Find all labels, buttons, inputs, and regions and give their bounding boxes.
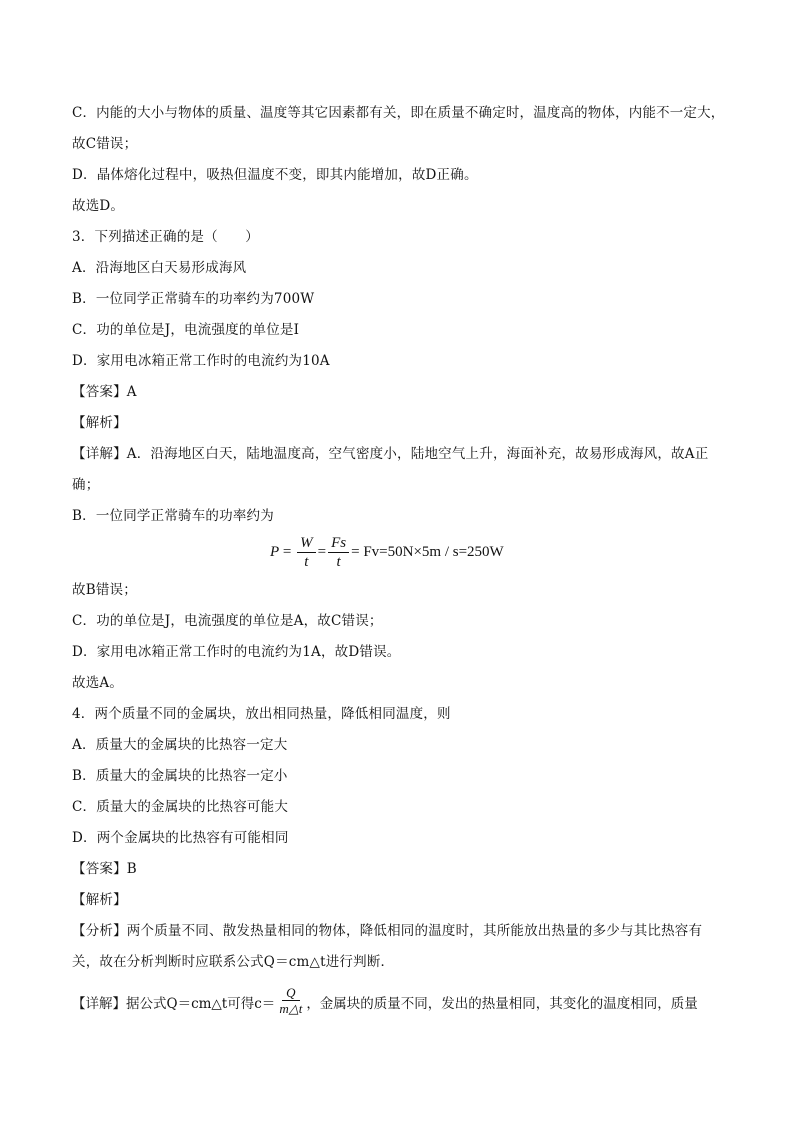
q4-option-a: A．质量大的金属块的比热容一定大 <box>72 737 288 753</box>
analysis-label: 【解析】 <box>72 415 127 431</box>
q4-option-b: B．质量大的金属块的比热容一定小 <box>72 768 288 784</box>
option-d: D．家用电冰箱正常工作时的电流约为10A <box>72 353 330 369</box>
q4-fenxi-line-2: 关，故在分析判断时应联系公式Q＝cm△t进行判断． <box>72 954 395 970</box>
answer-label: 【答案】A <box>72 384 137 400</box>
formula-rhs: = Fv=50N×5m / s=250W <box>351 543 504 560</box>
q4-fenxi-line-1: 【分析】两个质量不同、散发热量相同的物体，降低相同的温度时，其所能放出热量的多少与其比热容有 <box>72 923 703 939</box>
option-a: A．沿海地区白天易形成海风 <box>72 260 247 276</box>
text-line-3: D．晶体熔化过程中，吸热但温度不变，即其内能增加，故D正确。 <box>72 167 478 183</box>
option-b: B．一位同学正常骑车的功率约为700W <box>72 291 315 307</box>
fraction-q-over-mt: $\frac{Q}{m\triangle t}$ <box>279 985 303 1016</box>
text-line-18: 故选A。 <box>72 675 124 691</box>
option-c: C．功的单位是J，电流强度的单位是I <box>72 322 300 338</box>
text-line-17: D．家用电冰箱正常工作时的电流约为1A，故D错误。 <box>72 644 401 660</box>
q4-option-d: D．两个金属块的比热容有可能相同 <box>72 830 289 846</box>
text-line-1: C．内能的大小与物体的质量、温度等其它因素都有关，即在质量不确定时，温度高的物体，内能不一定大， <box>72 105 725 121</box>
text-line-2: 故C错误； <box>72 136 138 152</box>
q4-answer-label: 【答案】B <box>72 861 137 877</box>
text-line-15: 故B错误； <box>72 582 137 598</box>
detail-line-1: 【详解】A．沿海地区白天，陆地温度高，空气密度小，陆地空气上升，海面补充，故易形成海风，故A正 <box>72 446 709 462</box>
q4-analysis-label: 【解析】 <box>72 892 127 908</box>
detail-line-3: B．一位同学正常骑车的功率约为 <box>72 508 274 524</box>
q4-option-c: C．质量大的金属块的比热容可能大 <box>72 799 289 815</box>
fraction-w-over-t: $\frac{W}{t}$ <box>297 535 316 570</box>
fraction-fs-over-t: $\frac{Fs}{t}$ <box>328 535 349 570</box>
q4-detail-line: 【详解】据公式Q＝cm△t可得c＝ $\frac{Q}{m\triangle t}$ ，金属块的质量不同，发出的热量相同，其变化的温度相同，质量 <box>72 985 698 1016</box>
question-4-title: 4．两个质量不同的金属块，放出相同热量，降低相同温度，则 <box>72 706 451 722</box>
power-formula: P = $\frac{W}{t}$ = $\frac{Fs}{t}$ = Fv=50N×5m / s=250W <box>270 534 504 570</box>
text-line-16: C．功的单位是J，电流强度的单位是A，故C错误； <box>72 613 383 629</box>
question-3-title: 3．下列描述正确的是（ ） <box>72 229 259 245</box>
detail-line-2: 确； <box>72 477 100 493</box>
text-line-4: 故选D。 <box>72 198 125 214</box>
formula-lhs: P <box>270 543 280 560</box>
